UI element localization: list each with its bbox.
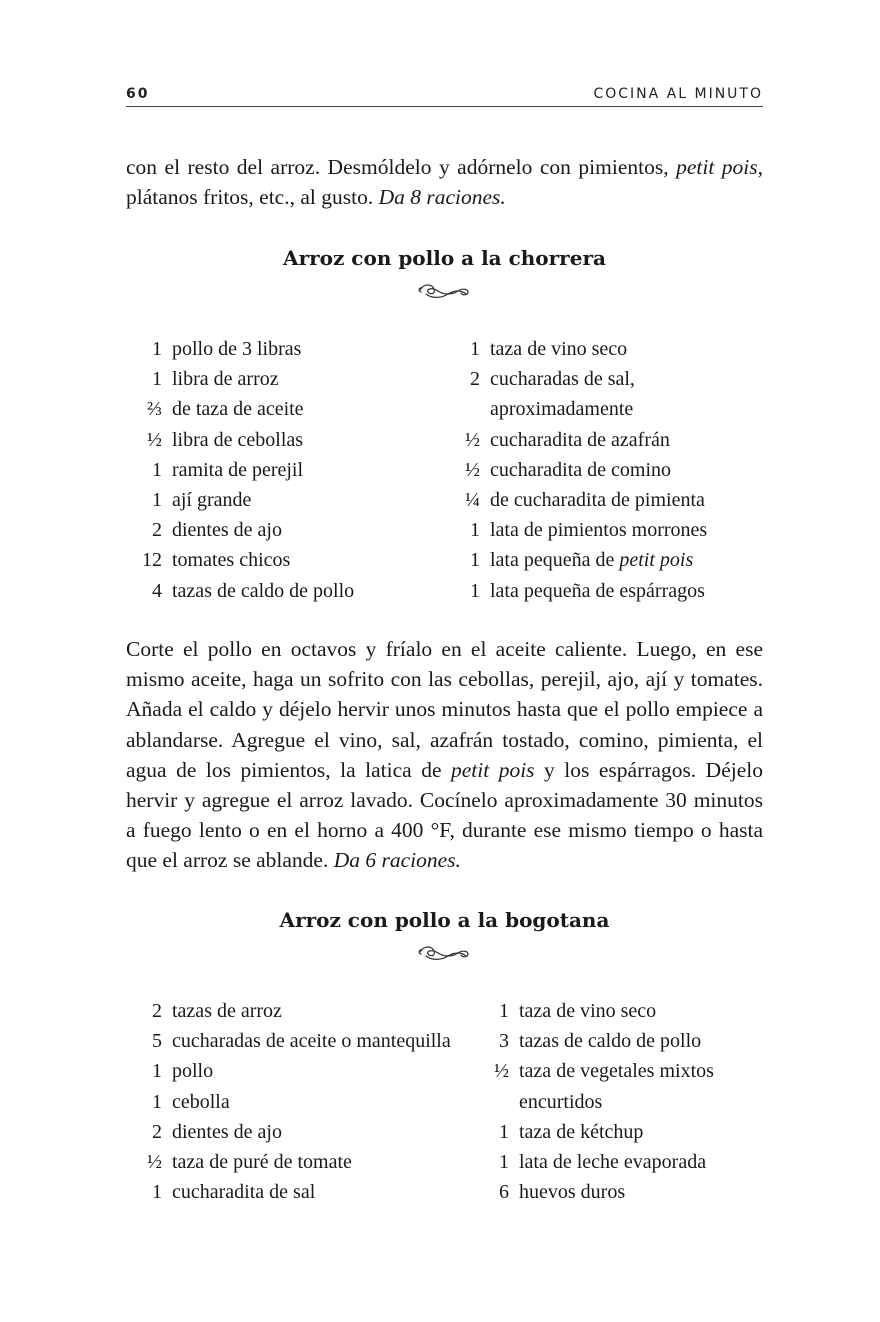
ingredient-quantity — [444, 394, 490, 424]
ingredient-name — [172, 1177, 315, 1207]
ingredient-text: tomates chicos — [172, 549, 291, 572]
ingredient-text: taza de kétchup — [519, 1120, 644, 1143]
recipe-2-ingredients-left — [126, 996, 476, 1207]
ingredient-text: taza de vino seco — [490, 338, 628, 360]
ingredient-row — [473, 1117, 763, 1147]
ingredient-row — [444, 425, 764, 455]
ingredient-quantity: 1 — [152, 1060, 162, 1083]
ingredient-text: taza de vegetales mixtos — [519, 1060, 714, 1083]
ingredient-quantity: 1 — [152, 458, 162, 481]
ingredient-row — [444, 394, 764, 424]
ingredient-name — [172, 576, 354, 606]
ingredient-quantity: 3 — [499, 1030, 509, 1053]
ingredient-quantity: 12 — [142, 549, 162, 572]
ingredient-quantity: 6 — [499, 1181, 509, 1204]
ingredient-quantity: 1 — [152, 1090, 162, 1113]
ingredient-quantity: ½ — [494, 1060, 509, 1083]
ingredient-name — [172, 485, 251, 515]
ingredient-row — [473, 1147, 763, 1177]
ingredient-row — [126, 1087, 476, 1117]
ingredient-name — [519, 1056, 714, 1086]
ingredient-row — [126, 1026, 476, 1056]
ingredient-quantity: 2 — [152, 519, 162, 542]
ingredient-text: encurtidos — [519, 1090, 603, 1113]
ingredient-text: libra de arroz — [172, 368, 279, 391]
flourish-ornament-icon — [416, 280, 472, 302]
recipe-2-title: Arroz con pollo a la bogotana — [279, 908, 610, 932]
ingredient-text: pollo de 3 libras — [172, 338, 302, 360]
ingredient-text: libra de cebollas — [172, 428, 304, 451]
ingredient-name — [490, 485, 705, 515]
ingredient-row — [126, 1056, 476, 1086]
ingredient-row — [473, 1056, 763, 1086]
recipe-1-ingredients-right — [444, 334, 764, 606]
ingredient-text: cucharadita de sal — [172, 1181, 316, 1204]
ingredient-quantity: 2 — [470, 368, 480, 391]
ingredient-quantity: 1 — [499, 1151, 509, 1174]
ingredient-name — [172, 334, 301, 364]
instructions-text-2: y los espárragos. Déjelo hervir y agregue el arroz lavado. Cocínelo aproximadamente 30 minutos a fuego lento o en el horno a 400 °F, durante ese mismo tiempo o hasta que el arroz se ablande. — [126, 757, 763, 873]
ingredient-row — [444, 515, 764, 545]
ingredient-row — [126, 334, 446, 364]
flourish-ornament-icon — [416, 942, 472, 964]
intro-italic-2: Da 8 raciones. — [378, 185, 506, 210]
ingredient-name — [519, 1117, 643, 1147]
ingredient-text: taza de vino seco — [519, 1000, 657, 1022]
ingredient-text: lata de pimientos morrones — [490, 519, 708, 542]
ingredient-row — [126, 1117, 476, 1147]
ingredient-text: pollo — [172, 1060, 214, 1083]
ingredient-quantity: 2 — [152, 1000, 162, 1022]
recipe-1-ingredients-left — [126, 334, 446, 606]
ingredient-name — [172, 515, 282, 545]
ingredient-name — [172, 364, 279, 394]
ingredient-name — [172, 455, 303, 485]
ingredient-quantity: 4 — [152, 579, 162, 602]
instructions-italic-2: Da 6 raciones. — [333, 848, 461, 873]
ingredient-text: de taza de aceite — [172, 398, 304, 421]
ingredient-name — [172, 545, 290, 575]
ingredient-row — [473, 996, 763, 1026]
ingredient-name — [172, 1147, 352, 1177]
intro-text-1: con el resto del arroz. Desmóldelo y adórnelo con pimientos, — [126, 155, 677, 179]
ingredient-quantity: 1 — [470, 579, 480, 602]
ingredient-quantity: 1 — [470, 338, 480, 360]
ingredient-row — [126, 1147, 476, 1177]
ingredient-text: cucharadita de azafrán — [490, 428, 670, 451]
ingredient-text: lata de leche evaporada — [519, 1151, 707, 1174]
ingredient-quantity: ¼ — [465, 489, 480, 512]
ingredient-row — [126, 394, 446, 424]
ingredient-row — [444, 455, 764, 485]
ingredient-row — [126, 485, 446, 515]
ingredient-row — [126, 545, 446, 575]
ingredient-name — [490, 334, 627, 364]
ingredient-text: ramita de perejil — [172, 458, 304, 481]
ingredient-name — [490, 576, 705, 606]
ingredient-text: huevos duros — [519, 1181, 626, 1204]
ingredient-text: dientes de ajo — [172, 519, 282, 542]
ingredient-name — [490, 425, 670, 455]
ingredient-name — [172, 1087, 230, 1117]
ingredient-row — [473, 1026, 763, 1056]
ingredient-text: cebolla — [172, 1090, 230, 1113]
ingredient-text: dientes de ajo — [172, 1120, 282, 1143]
ingredient-name — [490, 455, 671, 485]
ingredient-text: lata pequeña de espárragos — [490, 579, 705, 602]
ingredient-name — [490, 394, 633, 424]
ingredient-name — [490, 545, 693, 575]
ingredient-quantity: 1 — [152, 1181, 162, 1204]
ingredient-name — [490, 364, 635, 394]
ingredient-name — [172, 1117, 282, 1147]
ingredient-name — [172, 425, 303, 455]
ingredient-text: aproximadamente — [490, 398, 634, 421]
ingredient-quantity: ½ — [465, 428, 480, 451]
intro-italic-1: petit pois — [676, 155, 758, 179]
ingredient-name — [490, 515, 707, 545]
ingredient-quantity: 1 — [499, 1000, 509, 1022]
recipe-2-ingredients-right — [473, 996, 763, 1207]
ingredient-row — [473, 1087, 763, 1117]
ingredient-text: cucharadas de aceite o mantequilla — [172, 1030, 451, 1053]
ingredient-text: taza de puré de tomate — [172, 1151, 352, 1174]
ingredient-name — [172, 394, 304, 424]
page-number: 60 — [126, 86, 150, 102]
ingredient-row — [126, 1177, 476, 1207]
ingredient-name — [519, 1087, 602, 1117]
ingredient-text: cucharadita de comino — [490, 458, 672, 481]
ingredient-row — [126, 515, 446, 545]
recipe-1-instructions — [126, 634, 763, 876]
instructions-italic-1: petit pois — [450, 757, 535, 782]
ingredient-name — [519, 1177, 625, 1207]
ingredient-row — [126, 364, 446, 394]
ingredient-text: lata pequeña de — [490, 549, 620, 572]
ingredient-italic-text: petit pois — [619, 549, 694, 572]
ingredient-name — [519, 1026, 701, 1056]
ingredient-quantity: ½ — [147, 428, 162, 451]
ingredient-quantity: 1 — [152, 368, 162, 391]
ingredient-row — [126, 576, 446, 606]
ingredient-quantity: 5 — [152, 1030, 162, 1053]
ingredient-row — [126, 455, 446, 485]
ingredient-text: cucharadas de sal, — [490, 368, 635, 391]
ingredient-row — [126, 425, 446, 455]
running-header — [126, 84, 763, 107]
ingredient-quantity: 1 — [152, 489, 162, 512]
ingredient-quantity: 1 — [499, 1120, 509, 1143]
instructions-text-1: Corte el pollo en octavos y fríalo en el aceite caliente. Luego, en ese mismo aceite, haga un sofrito con las cebollas, perejil, ajo, ají y tomates. Añada el caldo y déjelo hervir unos minutos hasta que el pollo empiece a ablandarse. Agregue el vino, sal, azafrán tostado, comino, pimienta, el agua de los pimientos, la latica de — [126, 637, 763, 782]
ingredient-row — [444, 334, 764, 364]
ingredient-quantity: ½ — [465, 458, 480, 481]
ingredient-name — [519, 1147, 706, 1177]
ingredient-quantity: ⅔ — [147, 398, 162, 421]
ingredient-quantity: 2 — [152, 1120, 162, 1143]
ingredient-name — [519, 996, 656, 1026]
ingredient-text: tazas de caldo de pollo — [519, 1030, 702, 1053]
ingredient-row — [444, 545, 764, 575]
book-page — [126, 0, 763, 1322]
ingredient-name — [172, 1026, 451, 1056]
ingredient-quantity: 1 — [470, 519, 480, 542]
ingredient-row — [444, 364, 764, 394]
ingredient-text: tazas de caldo de pollo — [172, 579, 355, 602]
ingredient-text: ají grande — [172, 489, 252, 512]
ingredient-quantity: 1 — [152, 338, 162, 360]
ingredient-quantity — [473, 1087, 519, 1117]
intro-text-2: , plátanos fritos, etc., al gusto. — [126, 155, 763, 210]
ingredient-quantity: ½ — [147, 1151, 162, 1174]
intro-paragraph — [126, 152, 763, 212]
ingredient-row — [444, 485, 764, 515]
ingredient-text: de cucharadita de pimienta — [490, 489, 705, 512]
ingredient-row — [473, 1177, 763, 1207]
ingredient-text: tazas de arroz — [172, 1000, 282, 1022]
recipe-1-title: Arroz con pollo a la chorrera — [283, 246, 606, 270]
ingredient-row — [444, 576, 764, 606]
ingredient-quantity: 1 — [470, 549, 480, 572]
running-title: COCINA AL MINUTO — [593, 86, 763, 102]
ingredient-name — [172, 1056, 213, 1086]
ingredient-row — [126, 996, 476, 1026]
ingredient-name — [172, 996, 282, 1026]
